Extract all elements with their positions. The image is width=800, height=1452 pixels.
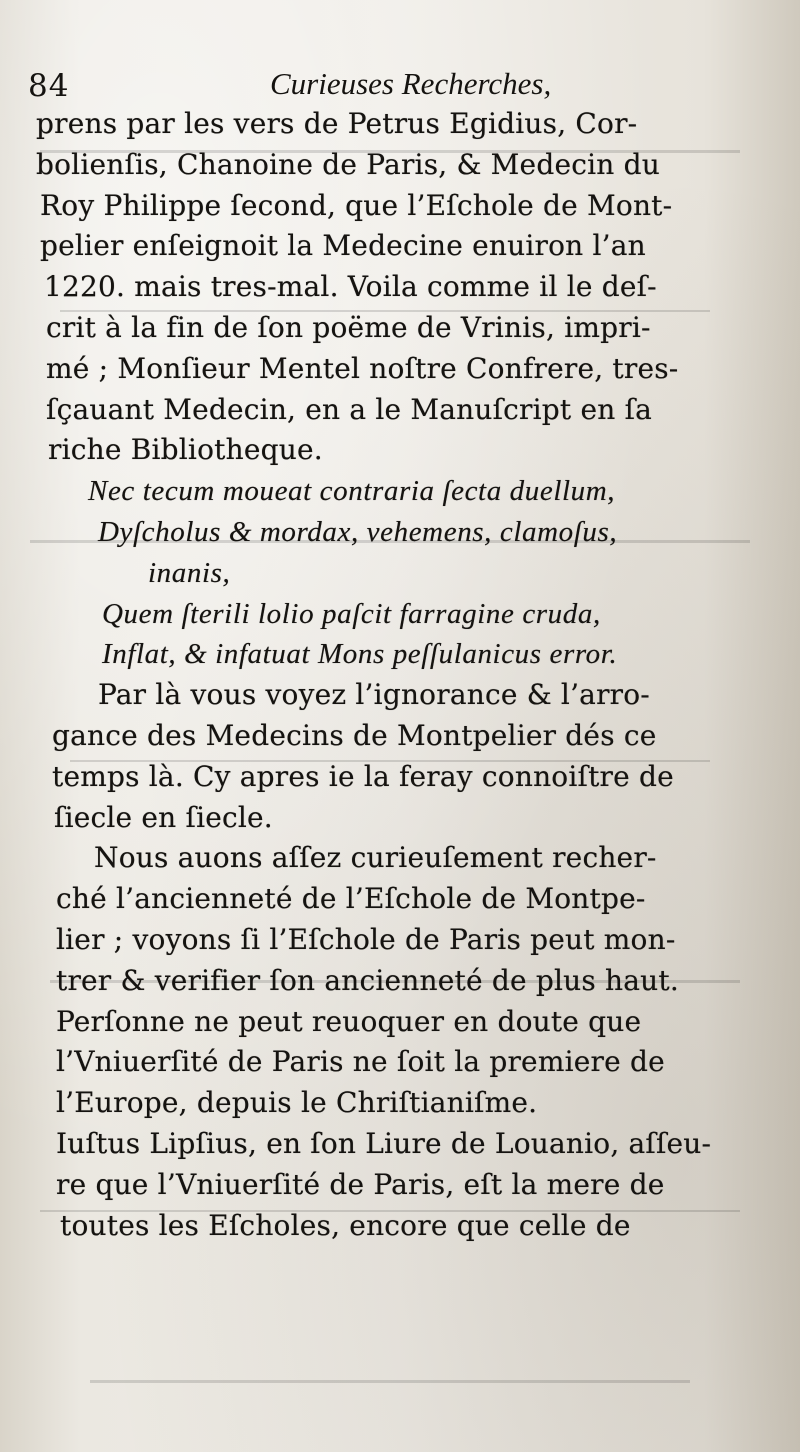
text-line: Par là vous voyez l’ignorance & l’arro- (98, 678, 650, 712)
text-line: lier ; voyons ſi l’Eſchole de Paris peut mon- (56, 922, 676, 956)
text-line: toutes les Eſcholes, encore que celle de (60, 1208, 631, 1242)
verse-line: inanis, (148, 556, 231, 589)
text-line: Nous auons aſſez curieuſement recher- (94, 841, 657, 875)
text-line: mé ; Monſieur Mentel noſtre Confrere, tres- (46, 351, 679, 385)
text-line: re que l’Vniuerſité de Paris, eſt la mere de (56, 1167, 665, 1201)
page-number: 84 (28, 68, 70, 104)
text-line: Perſonne ne peut reuoquer en doute que (56, 1004, 642, 1038)
text-line: riche Bibliotheque. (48, 433, 323, 467)
verse-line: Inflat, & infatuat Mons peſſulanicus error. (102, 638, 618, 671)
text-line: prens par les vers de Petrus Egidius, Cor- (36, 107, 638, 140)
text-line: l’Vniuerſité de Paris ne ſoit la premiere de (56, 1045, 665, 1079)
text-line: ché l’ancienneté de l’Eſchole de Montpe- (56, 882, 646, 916)
text-line: trer & verifier ſon ancienneté de plus haut. (56, 963, 679, 997)
text-line: Roy Philippe ſecond, que l’Eſchole de Mont- (40, 188, 673, 222)
text-line: gance des Medecins de Montpelier dés ce (52, 718, 657, 752)
text-line: 1220. mais tres-mal. Voila comme il le deſ- (44, 270, 657, 304)
text-line: ſiecle en ſiecle. (54, 800, 273, 834)
text-line: pelier enſeignoit la Medecine enuiron l’an (40, 229, 646, 263)
verse-line: Dyſcholus & mordax, vehemens, clamoſus, (98, 515, 618, 548)
text-line: l’Europe, depuis le Chriſtianiſme. (56, 1086, 538, 1120)
text-line: bolienſis, Chanoine de Paris, & Medecin du (36, 147, 660, 181)
text-line: crit à la fin de ſon poëme de Vrinis, impri- (46, 310, 651, 344)
page-text (0, 104, 800, 1246)
text-line: Iuſtus Lipſius, en ſon Liure de Louanio, aſſeu- (56, 1126, 712, 1160)
verse-line: Quem ſterili lolio paſcit farragine cruda, (102, 597, 601, 630)
text-line: ſçauant Medecin, en a le Manuſcript en ſa (46, 392, 653, 426)
text-line: temps là. Cy apres ie la feray connoiſtre de (52, 759, 674, 793)
running-title: Curieuses Recherches, (270, 66, 552, 101)
verse-line: Nec tecum moueat contraria ſecta duellum, (88, 475, 616, 508)
